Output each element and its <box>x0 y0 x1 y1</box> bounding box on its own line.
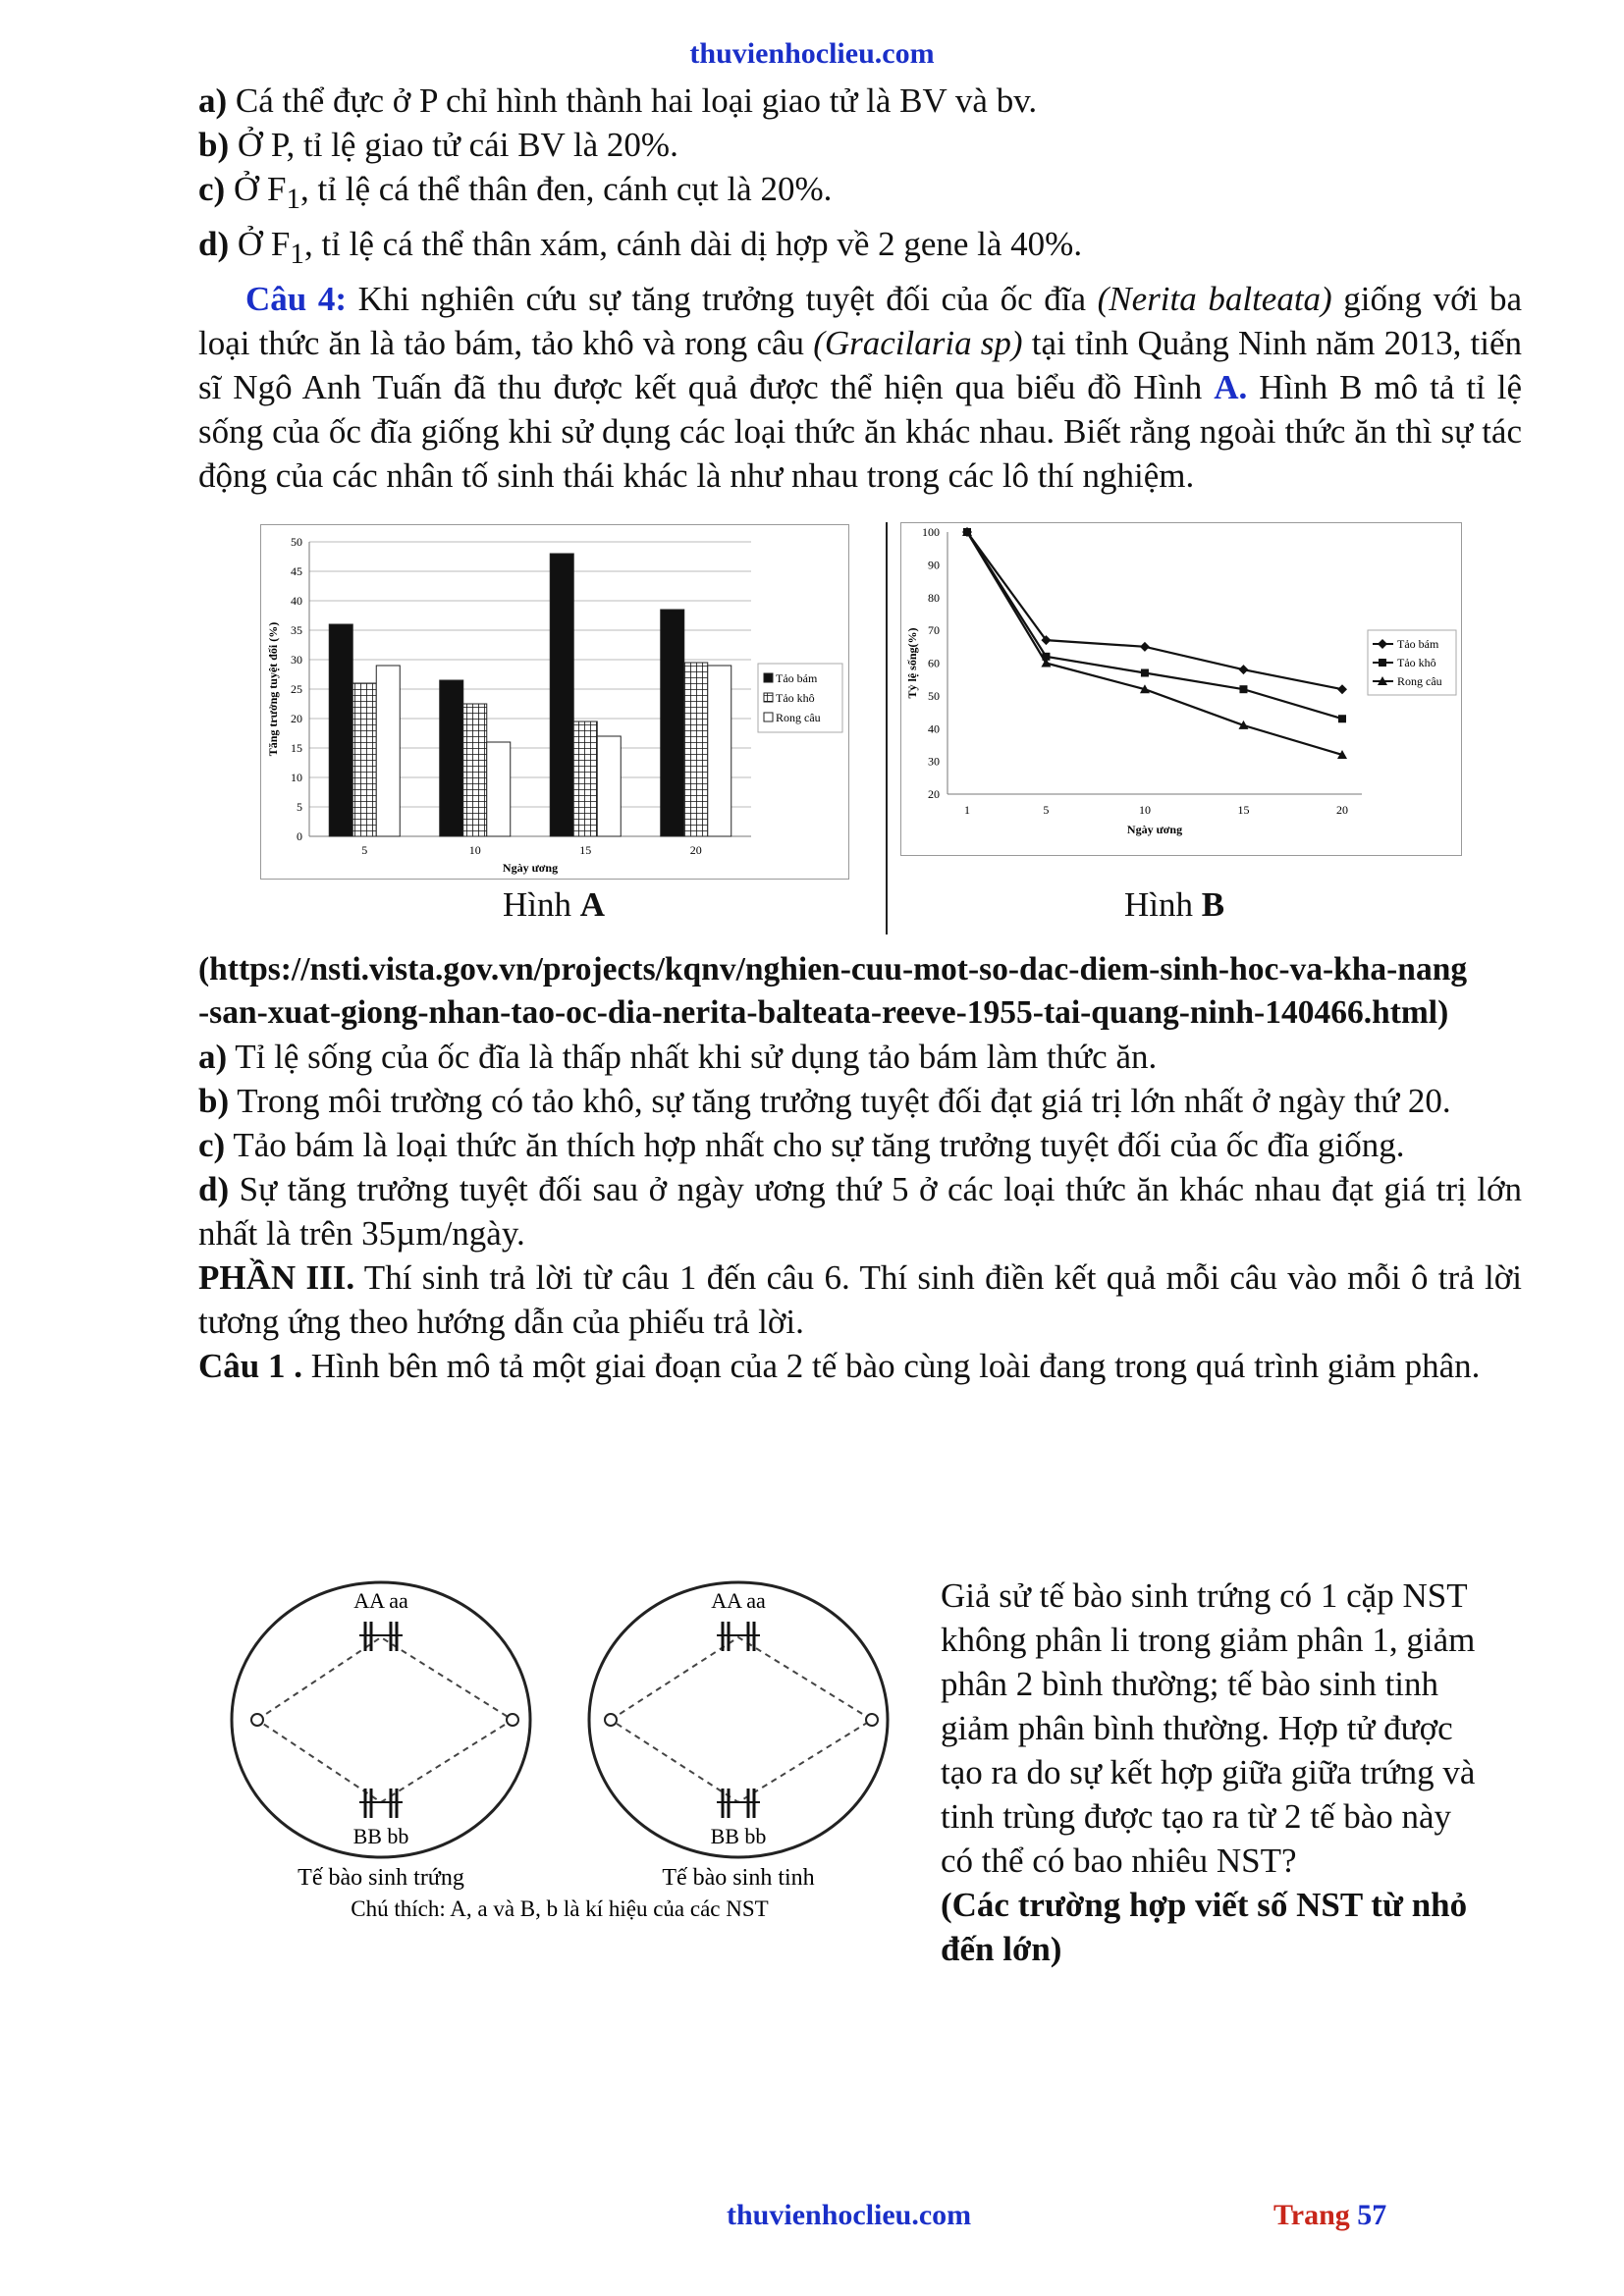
intro-text: Hình B mô tả tỉ lệ sống của ốc đĩa giống khi sử dụng các loại thức ăn khác nhau. Biết rằng ngoài thức ăn thì sự tác động của các nhân tố sinh thái khác là như nhau trong các lô thí nghiệm. <box>198 368 1523 495</box>
option-label: c) <box>198 170 226 208</box>
bar-2 <box>573 721 597 836</box>
page-content <box>198 79 1522 498</box>
footer-site: thuvienhoclieu.com <box>727 2199 972 2231</box>
option-text: , tỉ lệ cá thể thân đen, cánh cụt là 20%. <box>300 170 833 208</box>
y-tick-label: 70 <box>928 623 940 638</box>
q4-body <box>198 948 1522 1388</box>
caption-text: Hình <box>1124 885 1202 924</box>
option-c <box>198 167 1522 222</box>
part3-intro <box>198 1255 1522 1344</box>
x-axis-label: Ngày ương <box>1126 823 1183 836</box>
species-name: (Nerita balteata) <box>1097 280 1332 318</box>
y-tick-label: 40 <box>928 721 940 736</box>
question-text: Hình bên mô tả một giai đoạn của 2 tế bào cùng loài đang trong quá trình giảm phân. <box>302 1347 1481 1385</box>
question-text: Giả sử tế bào sinh trứng có 1 cặp NST không phân li trong giảm phân 1, giảm phân 2 bình thường; tế bào sinh tinh giảm phân bình thường. Hợp tử được tạo ra do sự kết hợp giữa giữa trứng và tinh trùng được tạo ra từ 2 tế bào này có thể có bao nhiêu NST? <box>941 1576 1476 1880</box>
x-tick-label: 5 <box>1043 803 1050 817</box>
q4-intro <box>198 277 1522 498</box>
caption-letter: B <box>1201 885 1225 924</box>
part-text: Thí sinh trả lời từ câu 1 đến câu 6. Thí sinh điền kết quả mỗi câu vào mỗi ô trả lời tương ứng theo hướng dẫn của phiếu trả lời. <box>198 1258 1522 1341</box>
x-tick-label: 10 <box>468 843 481 857</box>
x-tick-label: 1 <box>964 803 970 817</box>
option-text: Cá thể đực ở P chỉ hình thành hai loại giao tử là BV và bv. <box>227 81 1038 120</box>
option-b <box>198 1079 1522 1123</box>
q1-question-text <box>941 1574 1490 1971</box>
data-point <box>1338 715 1346 722</box>
option-label: a) <box>198 81 228 120</box>
chromosome-label-top: AA aa <box>711 1588 766 1613</box>
x-tick-label: 10 <box>1138 803 1151 817</box>
legend-label: Rong câu <box>776 711 821 724</box>
figure-divider <box>886 522 888 934</box>
bar-1 <box>550 554 573 836</box>
y-tick-label: 30 <box>291 653 302 667</box>
caption-letter: A <box>579 885 606 924</box>
x-tick-label: 20 <box>689 843 702 857</box>
bar-2 <box>684 663 708 836</box>
figure-ref: A. <box>1214 368 1248 406</box>
diagram-legend: Chú thích: A, a và B, b là kí hiệu của các NST <box>351 1896 769 1921</box>
cell-sperm <box>589 1582 888 1891</box>
legend-label: Tảo bám <box>1397 637 1439 651</box>
page-number: 57 <box>1357 2199 1387 2231</box>
x-tick-label: 15 <box>579 843 592 857</box>
y-tick-label: 50 <box>928 688 940 703</box>
option-text: Ở P, tỉ lệ giao tử cái BV là 20%. <box>229 126 678 164</box>
legend-swatch <box>764 693 773 702</box>
option-c <box>198 1123 1522 1167</box>
y-tick-label: 20 <box>928 787 940 801</box>
chromosome-label-top: AA aa <box>353 1588 408 1613</box>
question-note: (Các trường hợp viết số NST từ nhỏ đến lớn) <box>941 1886 1468 1968</box>
option-text: Ở F <box>229 225 291 263</box>
question-label: Câu 1 . <box>198 1347 302 1385</box>
data-point <box>1239 685 1247 693</box>
option-text: Trong môi trường có tảo khô, sự tăng trưởng tuyệt đối đạt giá trị lớn nhất ở ngày thứ 20. <box>229 1082 1451 1120</box>
y-tick-label: 40 <box>291 594 302 608</box>
bar-3 <box>487 742 511 836</box>
cell-name: Tế bào sinh trứng <box>298 1865 464 1891</box>
option-d <box>198 222 1522 277</box>
x-tick-label: 20 <box>1336 803 1348 817</box>
legend-label: Tảo khô <box>776 691 815 705</box>
legend-label: Tảo bám <box>776 671 818 685</box>
bar-2 <box>352 683 376 836</box>
intro-text: tại tỉnh Quảng Ninh năm 2013, tiến sĩ Ngô Anh Tuấn đã thu được kết quả được thể hiện qua biểu đồ Hình <box>198 324 1523 406</box>
header-site: thuvienhoclieu.com <box>689 37 935 70</box>
q1-intro <box>198 1344 1522 1388</box>
bar-chart-fig-a <box>260 524 849 880</box>
subscript: 1 <box>286 184 301 215</box>
y-tick-label: 45 <box>291 564 302 578</box>
intro-text: Khi nghiên cứu sự tăng trưởng tuyệt đối của ốc đĩa <box>347 280 1098 318</box>
option-label: b) <box>198 1082 230 1120</box>
y-tick-label: 50 <box>291 535 302 549</box>
option-b <box>198 123 1522 167</box>
cell-name: Tế bào sinh tinh <box>662 1865 815 1891</box>
option-text: Sự tăng trưởng tuyệt đối sau ở ngày ương thứ 5 ở các loại thức ăn khác nhau đạt giá trị lớn nhất là trên 35µm/ngày. <box>198 1170 1522 1253</box>
option-text: , tỉ lệ cá thể thân xám, cánh dài dị hợp về 2 gene là 40%. <box>303 225 1083 263</box>
subscript: 1 <box>290 239 304 270</box>
y-tick-label: 5 <box>297 800 302 814</box>
y-tick-label: 80 <box>928 590 940 605</box>
option-d <box>198 1167 1522 1255</box>
option-text: Tảo bám là loại thức ăn thích hợp nhất cho sự tăng trưởng tuyệt đối của ốc đĩa giống. <box>225 1126 1405 1164</box>
legend-marker <box>1379 659 1386 667</box>
y-tick-label: 35 <box>291 623 302 637</box>
legend-swatch <box>764 713 773 721</box>
y-axis-label: Tăng trưởng tuyệt đối (%) <box>266 621 280 757</box>
bar-3 <box>708 666 731 836</box>
y-tick-label: 0 <box>297 829 302 843</box>
intro-text: giống với ba loại thức ăn là tảo bám, tảo khô và rong câu <box>198 280 1522 362</box>
source-link: (https://nsti.vista.gov.vn/projects/kqnv/nghien-cuu-mot-so-dac-diem-sinh-hoc-va-kha-nang-san-xuat-giong-nhan-tao-oc-dia-nerita-balteata-reeve-1955-tai-quang-ninh-140466.html) <box>198 951 1468 1031</box>
caption-fig-a <box>503 885 605 925</box>
option-label: a) <box>198 1038 228 1076</box>
bar-3 <box>376 666 400 836</box>
y-tick-label: 15 <box>291 741 302 755</box>
legend-swatch <box>764 673 773 682</box>
question-label: Câu 4: <box>245 280 347 318</box>
legend-label: Tảo khô <box>1397 656 1436 669</box>
cell-egg <box>232 1582 530 1891</box>
data-point <box>1141 669 1149 677</box>
option-a <box>198 1035 1522 1079</box>
footer-page <box>1273 2199 1386 2232</box>
option-text: Tỉ lệ sống của ốc đĩa là thấp nhất khi sử dụng tảo bám làm thức ăn. <box>227 1038 1158 1076</box>
legend-label: Rong câu <box>1397 674 1442 688</box>
caption-fig-b <box>1124 885 1224 925</box>
x-tick-label: 15 <box>1237 803 1250 817</box>
page-label: Trang <box>1273 2199 1358 2231</box>
species-name: (Gracilaria sp) <box>813 324 1023 362</box>
x-tick-label: 5 <box>361 843 368 857</box>
y-tick-label: 25 <box>291 682 302 696</box>
option-text: Ở F <box>225 170 287 208</box>
y-axis-label: Tỷ lệ sống(%) <box>905 627 919 699</box>
y-tick-label: 20 <box>291 712 302 725</box>
caption-text: Hình <box>503 885 580 924</box>
option-label: d) <box>198 225 230 263</box>
bar-1 <box>329 624 352 836</box>
chromosome-label-bottom: BB bb <box>710 1824 767 1848</box>
option-label: d) <box>198 1170 230 1208</box>
option-a <box>198 79 1522 123</box>
bar-1 <box>440 680 463 836</box>
part-label: PHẦN III. <box>198 1258 355 1297</box>
meiosis-diagram <box>216 1580 903 1934</box>
y-tick-label: 60 <box>928 656 940 670</box>
bar-3 <box>597 736 621 836</box>
line-chart-fig-b <box>900 522 1462 856</box>
chromosome-label-bottom: BB bb <box>352 1824 409 1848</box>
y-tick-label: 100 <box>922 525 940 539</box>
option-label: c) <box>198 1126 226 1164</box>
option-label: b) <box>198 126 230 164</box>
bar-1 <box>661 610 684 836</box>
y-tick-label: 30 <box>928 754 940 769</box>
y-tick-label: 10 <box>291 771 302 784</box>
x-axis-label: Ngày ương <box>502 861 559 875</box>
bar-2 <box>463 704 487 836</box>
y-tick-label: 90 <box>928 558 940 572</box>
